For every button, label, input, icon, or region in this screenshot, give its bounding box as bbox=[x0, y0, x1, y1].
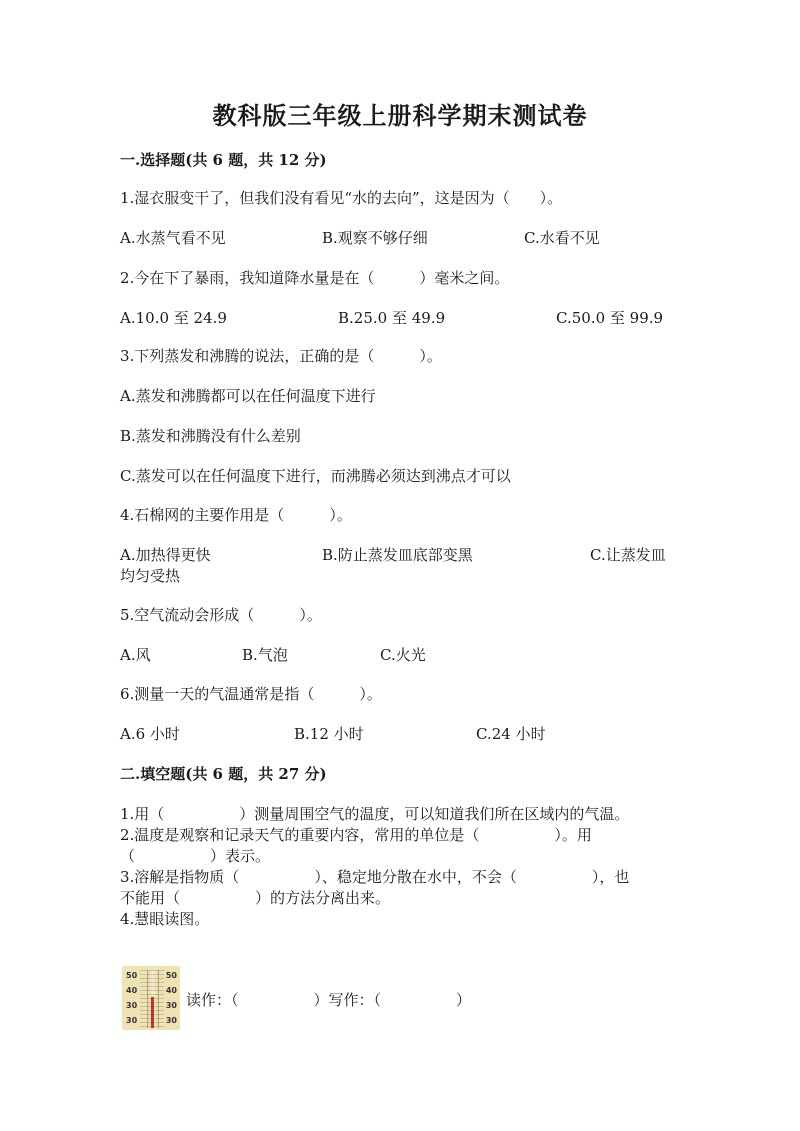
reading-answer-line: 读作：（ ）写作：（ ） bbox=[186, 991, 472, 1009]
question-6-option-a: A.6 小时 bbox=[120, 725, 180, 743]
question-6-option-c: C.24 小时 bbox=[476, 725, 546, 743]
question-5-option-c: C.火光 bbox=[380, 646, 426, 664]
scale-label: 40 bbox=[165, 986, 177, 995]
section-1-heading: 一.选择题(共 6 题，共 12 分) bbox=[120, 151, 327, 169]
question-2-option-c: C.50.0 至 99.9 bbox=[556, 309, 664, 327]
question-3-option-b: B.蒸发和沸腾没有什么差别 bbox=[120, 427, 301, 445]
scale-label: 50 bbox=[126, 971, 138, 980]
fill-question-2-continued: （ ）表示。 bbox=[120, 847, 271, 865]
question-6: 6.测量一天的气温通常是指（ ）。 bbox=[120, 685, 382, 703]
fill-question-3: 3.溶解是指物质（ ）、稳定地分散在水中，不会（ ），也 bbox=[120, 868, 630, 886]
question-4-option-c: C.让蒸发皿 bbox=[590, 546, 666, 564]
scale-label: 30 bbox=[165, 1016, 177, 1025]
scale-label: 50 bbox=[165, 971, 177, 980]
question-1-option-c: C.水看不见 bbox=[524, 229, 600, 247]
fill-question-2: 2.温度是观察和记录天气的重要内容，常用的单位是（ ）。用 bbox=[120, 826, 592, 844]
question-2-option-b: B.25.0 至 49.9 bbox=[338, 309, 446, 327]
question-1-option-b: B.观察不够仔细 bbox=[322, 229, 428, 247]
section-2-heading: 二.填空题(共 6 题，共 27 分) bbox=[120, 765, 327, 783]
scale-label: 30 bbox=[165, 1001, 177, 1010]
question-3-option-c: C.蒸发可以在任何温度下进行，而沸腾必须达到沸点才可以 bbox=[120, 467, 511, 485]
question-2: 2.今在下了暴雨，我知道降水量是在（ ）毫米之间。 bbox=[120, 269, 510, 287]
fill-question-4: 4.慧眼读图。 bbox=[120, 910, 210, 928]
question-5: 5.空气流动会形成（ ）。 bbox=[120, 606, 322, 624]
question-6-option-b: B.12 小时 bbox=[294, 725, 364, 743]
fill-question-1: 1.用（ ）测量周围空气的温度，可以知道我们所在区域内的气温。 bbox=[120, 805, 630, 823]
page-title: 教科版三年级上册科学期末测试卷 bbox=[212, 101, 588, 130]
question-3-option-a: A.蒸发和沸腾都可以在任何温度下进行 bbox=[120, 387, 376, 405]
question-4-option-c-continued: 均匀受热 bbox=[120, 567, 181, 585]
fill-question-3-continued: 不能用（ ）的方法分离出来。 bbox=[120, 889, 391, 907]
question-3: 3.下列蒸发和沸腾的说法，正确的是（ ）。 bbox=[120, 347, 442, 365]
thermometer-right-scale bbox=[166, 968, 177, 1028]
question-5-option-b: B.气泡 bbox=[242, 646, 288, 664]
question-2-option-a: A.10.0 至 24.9 bbox=[120, 309, 227, 327]
scale-label: 30 bbox=[126, 1016, 138, 1025]
scale-label: 40 bbox=[126, 986, 138, 995]
question-1: 1.湿衣服变干了，但我们没有看见“水的去向”，这是因为（ ）。 bbox=[120, 189, 563, 207]
thermometer-mercury bbox=[151, 997, 154, 1028]
thermometer-image bbox=[122, 966, 180, 1030]
question-4-option-a: A.加热得更快 bbox=[120, 546, 211, 564]
question-4-option-b: B.防止蒸发皿底部变黑 bbox=[322, 546, 473, 564]
scale-label: 30 bbox=[126, 1001, 138, 1010]
thermometer-left-scale bbox=[126, 968, 137, 1028]
question-1-option-a: A.水蒸气看不见 bbox=[120, 229, 226, 247]
question-5-option-a: A.风 bbox=[120, 646, 151, 664]
question-4: 4.石棉网的主要作用是（ ）。 bbox=[120, 506, 352, 524]
